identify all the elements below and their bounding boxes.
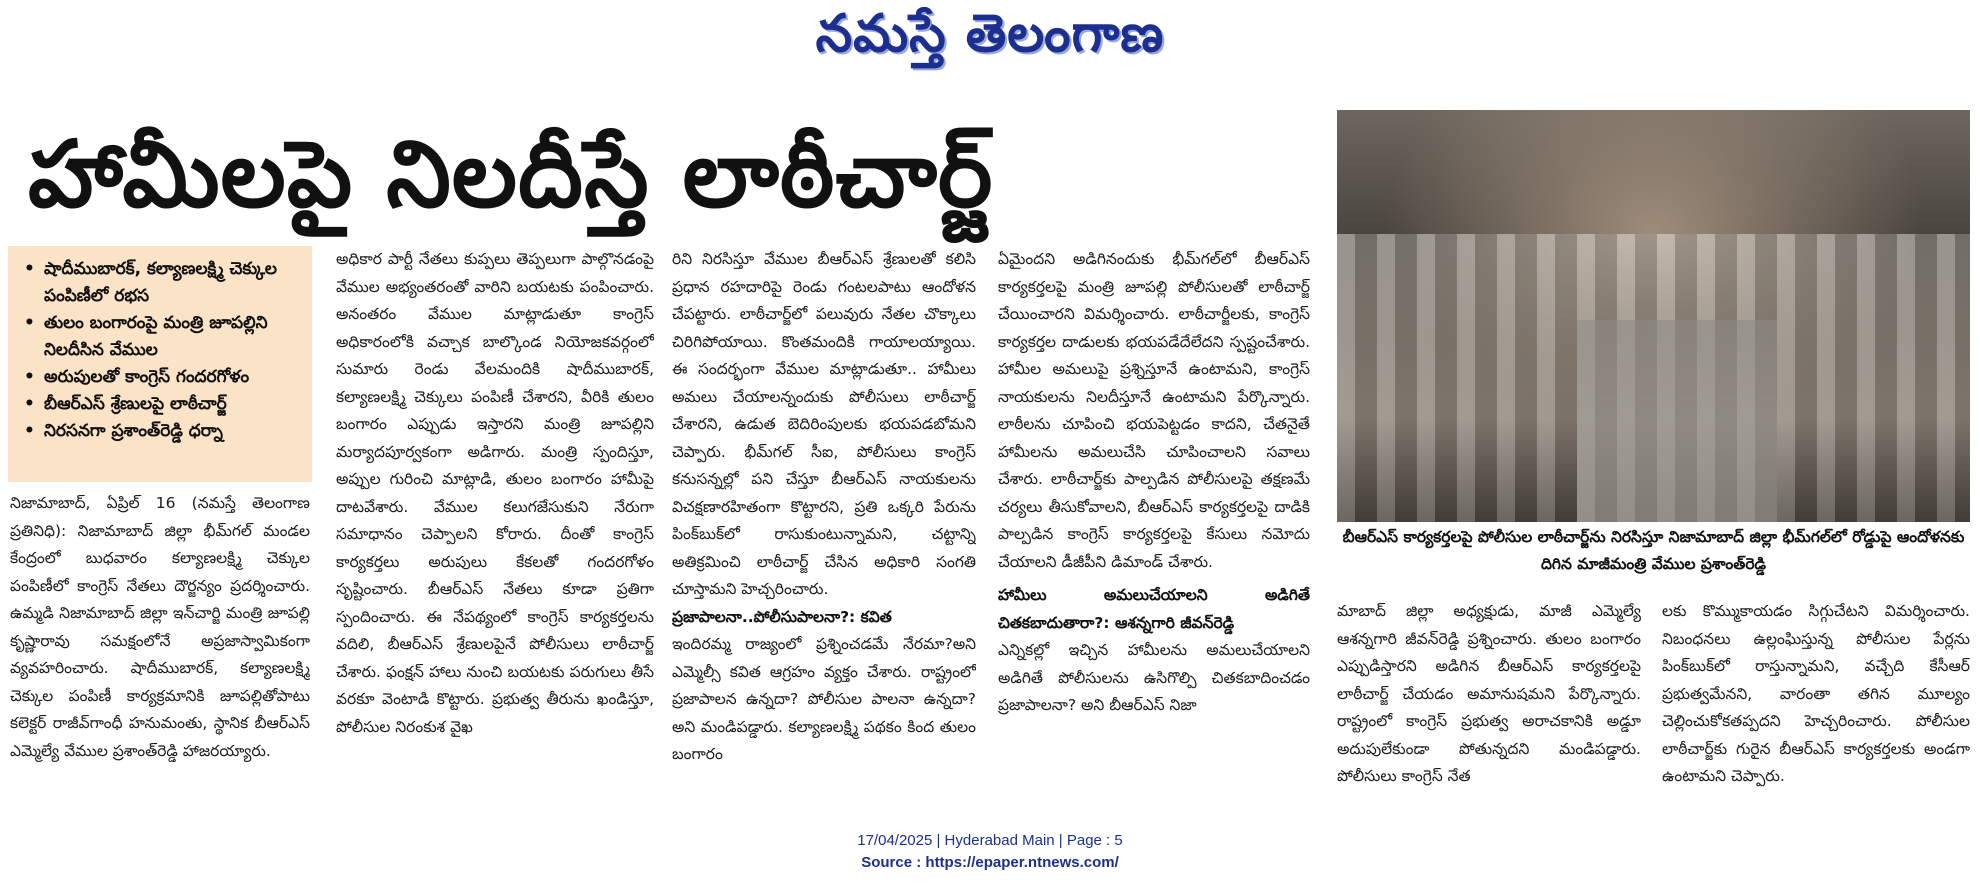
photo-caption: బీఆర్ఎస్ కార్యకర్తలపై పోలీసుల లాఠీచార్జ్‌ను నిరసిస్తూ నిజామాబాద్ జిల్లా భీమ్‌గల్‌లో రోడ్డుపై ఆందోళనకు దిగిన మాజీమంత్రి వేముల ప్రశాంత్‌రెడ్డి — [1342, 528, 1965, 573]
highlight-item — [22, 310, 302, 364]
page-footer — [0, 830, 1980, 880]
highlight-item — [22, 364, 302, 391]
highlight-text: బీఆర్ఎస్ శ్రేణులపై లాఠీచార్జ్ — [44, 394, 227, 414]
bullet-icon: • — [24, 259, 35, 279]
section-subhead: హామీలు అమలుచేయాలని అడిగితే చితకబాదుతారా?: ఆశన్నగారి జీవన్‌రెడ్డి — [998, 586, 1310, 632]
footer-source-link[interactable]: Source : https://epaper.ntnews.com/ — [861, 854, 1119, 871]
bullet-icon: • — [24, 421, 35, 441]
column-text: మాబాద్ జిల్లా అధ్యక్షుడు, మాజీ ఎమ్మెల్యే ఆశన్నగారి జీవన్‌రెడ్డి ప్రశ్నించారు. తులం బంగారం ఎప్పుడిస్తారని అడిగిన బీఆర్ఎస్ కార్యకర్తలపై లాఠీచార్జ్ చేయడం అమానుషమని పేర్కొన్నారు. రాష్ట్రంలో కాంగ్రెస్ ప్రభుత్వ అరాచకానికి అడ్డూ అదుపులేకుండా పోతున్నదని మండిపడ్డారు. పోలీసులు కాంగ్రెస్ నేత — [1337, 602, 1641, 785]
footer-date-edition: 17/04/2025 | Hyderabad Main | Page : 5 — [857, 832, 1123, 849]
article-column-1 — [10, 490, 310, 806]
news-photo — [1337, 110, 1970, 522]
column-text: ఇందిరమ్మ రాజ్యంలో ప్రశ్నించడమే నేరమా?అని ఎమ్మెల్సీ కవిత ఆగ్రహం వ్యక్తం చేశారు. రాష్ట్రంలో ప్రజాపాలన ఉన్నదా? పోలీసుల పాలనా ఉన్నదా? అని మండిపడ్డారు. కల్యాణలక్ష్మి పథకం కింద తులం బంగారం — [672, 635, 976, 763]
highlight-item — [22, 418, 302, 445]
column-text: అధికార పార్టీ నేతలు కుప్పలు తెప్పలుగా పాల్గొనడంపై వేముల అభ్యంతరంతో వారిని బయటకు పంపించారు. అనంతరం వేముల మాట్లాడుతూ కాంగ్రెస్ అధికారంలోకి వచ్చాక బాల్కొండ నియోజకవర్గంలో సుమారు రెండు వేలమందికి షాదీముబారక్, కల్యాణలక్ష్మి చెక్కులు పంపిణీ చేశారని, వీరికి తులం బంగారం ఎప్పుడు ఇస్తారని మంత్రి జూపల్లిని మర్యాదపూర్వకంగా అడిగారు. మంత్రి స్పందిస్తూ, అప్పుల గురించి మాట్లాడి, తులం బంగారం హామీపై దాటవేశారు. వేముల కలుగజేసుకుని నేరుగా సమాధానం చెప్పాలని కోరారు. దీంతో కాంగ్రెస్ కార్యకర్తలు అరుపులు కేకలతో గందరగోళం సృష్టించారు. బీఆర్ఎస్ నేతలు కూడా ప్రతిగా స్పందించారు. ఈ నేపథ్యంలో కాంగ్రెస్ కార్యకర్తలను వదిలి, బీఆర్ఎస్ శ్రేణులపైనే పోలీసులు లాఠీచార్జ్ చేశారు. ఫంక్షన్ హాలు నుంచి బయటకు పరుగులు తీసే వరకూ వెంటాడి కొట్టారు. ప్రభుత్వ తీరును ఖండిస్తూ, పోలీసుల నిరంకుశ వైఖ — [336, 250, 654, 736]
column-text: ఏమైందని అడిగినందుకు భీమ్‌గల్‌లో బీఆర్ఎస్ కార్యకర్తలపై మంత్రి జూపల్లి పోలీసులతో లాఠీచార్జ్ చేయించారని విమర్శించారు. లాఠీచార్జీలకు, కాంగ్రెస్ కార్యకర్తల దాడులకు భయపడేదేలేదని స్పష్టంచేశారు. హామీల అమలుపై ప్రశ్నిస్తూనే ఉంటామని, కాంగ్రెస్ నాయకులను నిలదీస్తూనే ఉంటామని పేర్కొన్నారు. లాఠీలను చూపించి భయపెట్టడం కాదని, చేతనైతే హామీలను అమలుచేసి చూపించాలని సవాలు చేశారు. లాఠీచార్జ్‌కు పాల్పడిన పోలీసులపై తక్షణమే చర్యలు తీసుకోవాలని, బీఆర్ఎస్ కార్యకర్తలపై దాడికి పాల్పడిన కాంగ్రెస్ కార్యకర్తలపై కేసులు నమోదు చేయాలని డీజీపీని డిమాండ్ చేశారు. — [998, 250, 1310, 571]
highlight-text: నిరసనగా ప్రశాంత్‌రెడ్డి ధర్నా — [44, 421, 223, 441]
masthead-logo: నమస్తే తెలంగాణ — [815, 3, 1165, 64]
column-text: రిని నిరసిస్తూ వేముల బీఆర్ఎస్ శ్రేణులతో కలిసి ప్రధాన రహదారిపై రెండు గంటలపాటు ఆందోళన చేపట్టారు. లాఠీచార్జ్‌లో పలువురు నేతల చొక్కాలు చిరిగిపోయాయి. కొంతమందికి గాయాలయ్యాయి. ఈ సందర్భంగా వేముల మాట్లాడుతూ.. హామీలు అమలు చేయాలన్నందుకు పోలీసులు లాఠీచార్జ్ చేశారని, ఉడుత బెదిరింపులకు భయపడబోమని చెప్పారు. భీమ్‌గల్ సీఐ, పోలీసులు కాంగ్రెస్ కనుసన్నల్లో పని చేస్తూ బీఆర్ఎస్ నాయకులను విచక్షణారహితంగా కొట్టారని, ప్రతి ఒక్కరి పేరును పింక్‌బుక్‌లో రాసుకుంటున్నామని, చట్టాన్ని అతిక్రమించి లాఠీచార్జ్ చేసిన అధికారి సంగతి చూస్తామని హెచ్చరించారు. — [672, 250, 976, 598]
highlight-item — [22, 256, 302, 310]
article-column-5 — [1337, 598, 1641, 806]
section-subhead: ప్రజాపాలనా..పోలీసుపాలనా?: కవిత — [672, 607, 892, 626]
highlights-box — [8, 246, 312, 482]
highlight-text: అరుపులతో కాంగ్రెస్ గందరగోళం — [44, 367, 250, 387]
column-text: లకు కొమ్ముకాయడం సిగ్గుచేటని విమర్శించారు. నిబంధనలు ఉల్లంఘిస్తున్న పోలీసుల పేర్లను పింక్‌బుక్‌లో రాస్తున్నామని, వచ్చేది కేసీఆర్ ప్రభుత్వమేనని, వారంతా తగిన మూల్యం చెల్లించుకోకతప్పదని హెచ్చరించారు. పోలీసుల లాఠీచార్జ్‌కు గురైన బీఆర్ఎస్ కార్యకర్తలకు అండగా ఉంటామని చెప్పారు. — [1662, 602, 1970, 785]
column-text: ఎన్నికల్లో ఇచ్చిన హామీలను అమలుచేయాలని అడిగితే పోలీసులను ఉసిగొల్పి చితకబాదించడం ప్రజాపాలనా? అని బీఆర్ఎస్ నిజా — [998, 641, 1310, 714]
highlight-item — [22, 391, 302, 418]
article-column-3 — [672, 246, 976, 806]
bullet-icon: • — [24, 313, 35, 333]
photo-road-shape — [1577, 320, 1777, 522]
article-column-6 — [1662, 598, 1970, 806]
article-column-4 — [998, 246, 1310, 806]
column-text: నిజామాబాద్, ఏప్రిల్ 16 (నమస్తే తెలంగాణ ప్రతినిధి): నిజామాబాద్ జిల్లా భీమ్‌గల్ మండల కేంద్రంలో బుధవారం కల్యాణలక్ష్మి చెక్కుల పంపిణీలో కాంగ్రెస్ నేతలు దౌర్జన్యం ప్రదర్శించారు. ఉమ్మడి నిజామాబాద్ జిల్లా ఇన్‌చార్జి మంత్రి జూపల్లి కృష్ణారావు సమక్షంలోనే అప్రజాస్వామికంగా వ్యవహరించారు. షాదీముబారక్, కల్యాణలక్ష్మి చెక్కుల పంపిణీ కార్యక్రమానికి జూపల్లితోపాటు కలెక్టర్ రాజీవ్‌గాంధీ హనుమంతు, స్థానిక బీఆర్ఎస్ ఎమ్మెల్యే వేముల ప్రశాంత్‌రెడ్డి హాజరయ్యారు. — [10, 494, 310, 760]
article-headline: హామీలపై నిలదీస్తే లాఠీచార్జ్ — [28, 121, 994, 228]
bullet-icon: • — [24, 394, 35, 414]
highlight-text: తులం బంగారంపై మంత్రి జూపల్లిని నిలదీసిన వేముల — [44, 313, 268, 360]
highlight-text: షాదీముబారక్, కల్యాణలక్ష్మి చెక్కుల పంపిణీలో రభస — [44, 259, 277, 306]
article-column-2 — [336, 246, 654, 806]
bullet-icon: • — [24, 367, 35, 387]
